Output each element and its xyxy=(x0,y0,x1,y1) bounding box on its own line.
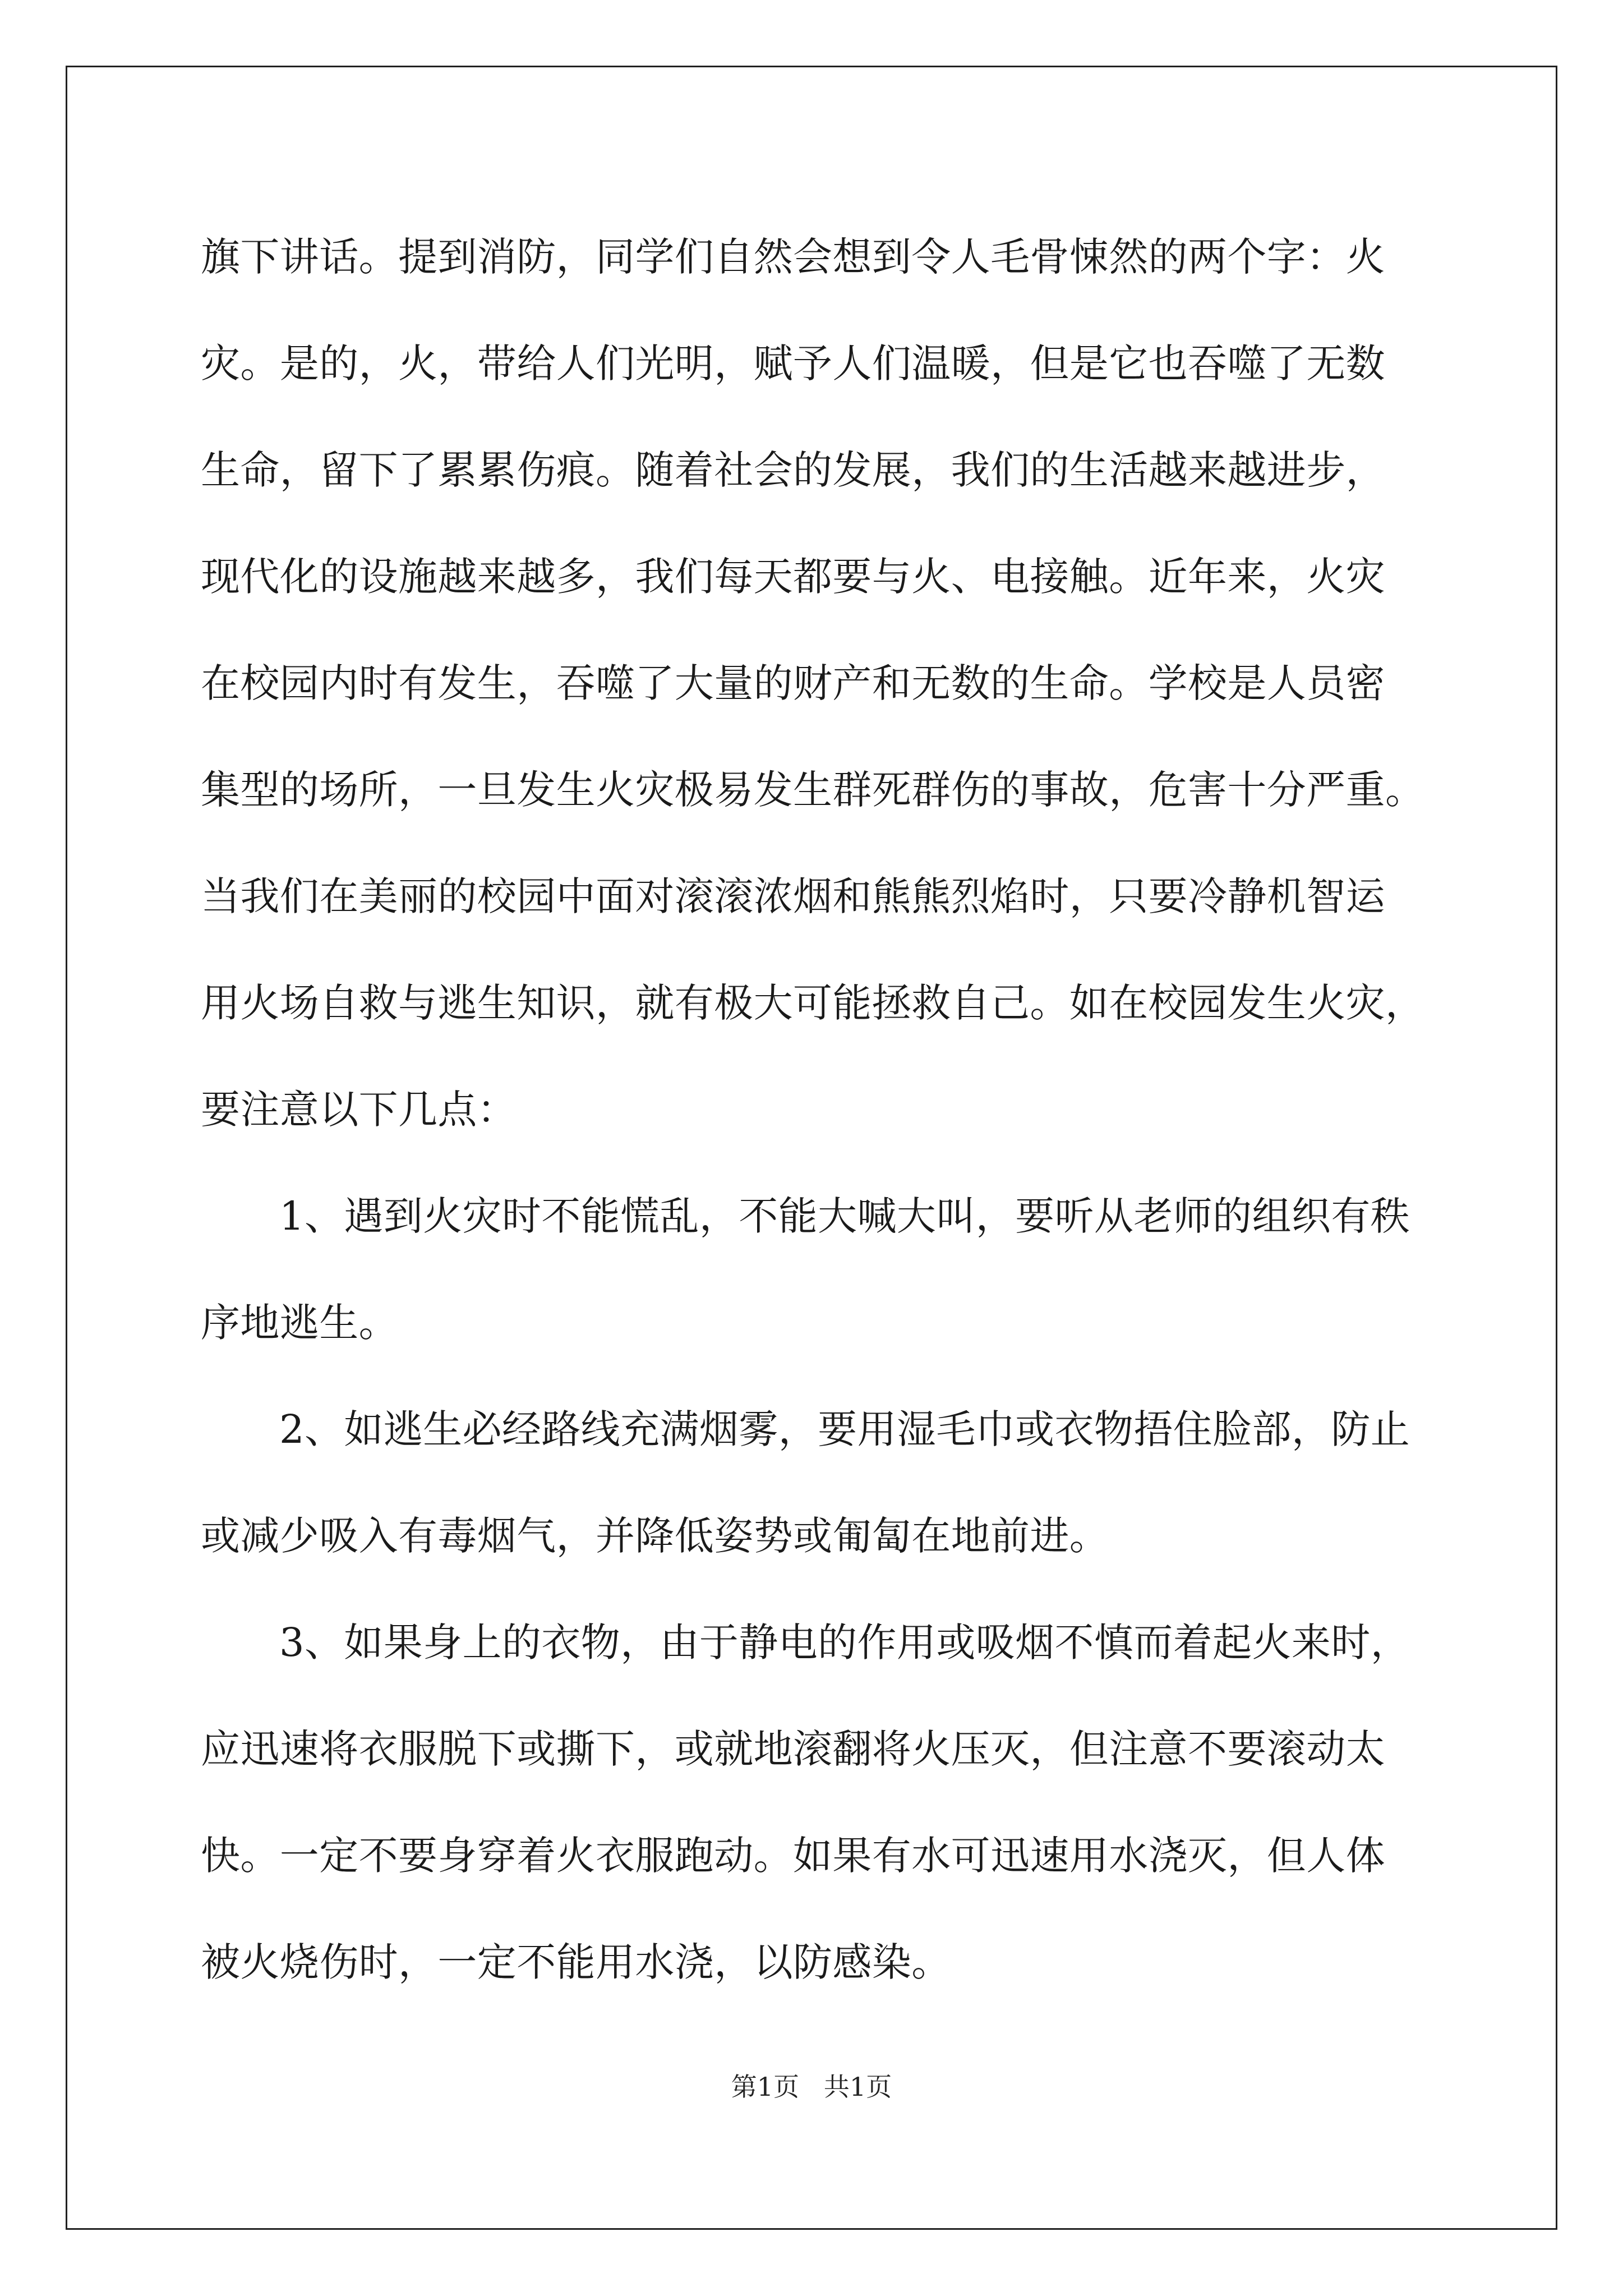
text-line: 现代化的设施越来越多，我们每天都要与火、电接触。近年来，火灾 xyxy=(201,554,1385,600)
text-line: 当我们在美丽的校园中面对滚滚浓烟和熊熊烈焰时，只要冷静机智运 xyxy=(201,873,1385,919)
text-line: 应迅速将衣服脱下或撕下，或就地滚翻将火压灭，但注意不要滚动太 xyxy=(201,1726,1385,1772)
text-line: 在校园内时有发生，吞噬了大量的财产和无数的生命。学校是人员密 xyxy=(201,660,1385,706)
text-line: 集型的场所，一旦发生火灾极易发生群死群伤的事故，危害十分严重。 xyxy=(201,767,1425,813)
list-item-line: 1、遇到火灾时不能慌乱，不能大喊大叫，要听从老师的组织有秩 xyxy=(279,1193,1410,1239)
page-number-footer: 第1页 共1页 xyxy=(731,2072,892,2102)
list-item-line: 3、如果身上的衣物，由于静电的作用或吸烟不慎而着起火来时， xyxy=(279,1619,1410,1665)
text-line: 被火烧伤时，一定不能用水浇，以防感染。 xyxy=(201,1939,951,1985)
text-line: 生命，留下了累累伤痕。随着社会的发展，我们的生活越来越进步， xyxy=(201,447,1385,493)
text-line: 快。一定不要身穿着火衣服跑动。如果有水可迅速用水浇灭，但人体 xyxy=(201,1833,1385,1879)
text-line: 或减少吸入有毒烟气，并降低姿势或匍匐在地前进。 xyxy=(201,1513,1109,1559)
text-line: 灾。是的，火，带给人们光明，赋予人们温暖，但是它也吞噬了无数 xyxy=(201,341,1385,386)
text-line: 旗下讲话。提到消防，同学们自然会想到令人毛骨悚然的两个字：火 xyxy=(201,234,1385,280)
text-line: 要注意以下几点： xyxy=(201,1087,517,1133)
text-line: 序地逃生。 xyxy=(201,1300,398,1346)
list-item-line: 2、如逃生必经路线充满烟雾，要用湿毛巾或衣物捂住脸部，防止 xyxy=(279,1406,1410,1452)
text-line: 用火场自救与逃生知识，就有极大可能拯救自己。如在校园发生火灾， xyxy=(201,980,1425,1026)
